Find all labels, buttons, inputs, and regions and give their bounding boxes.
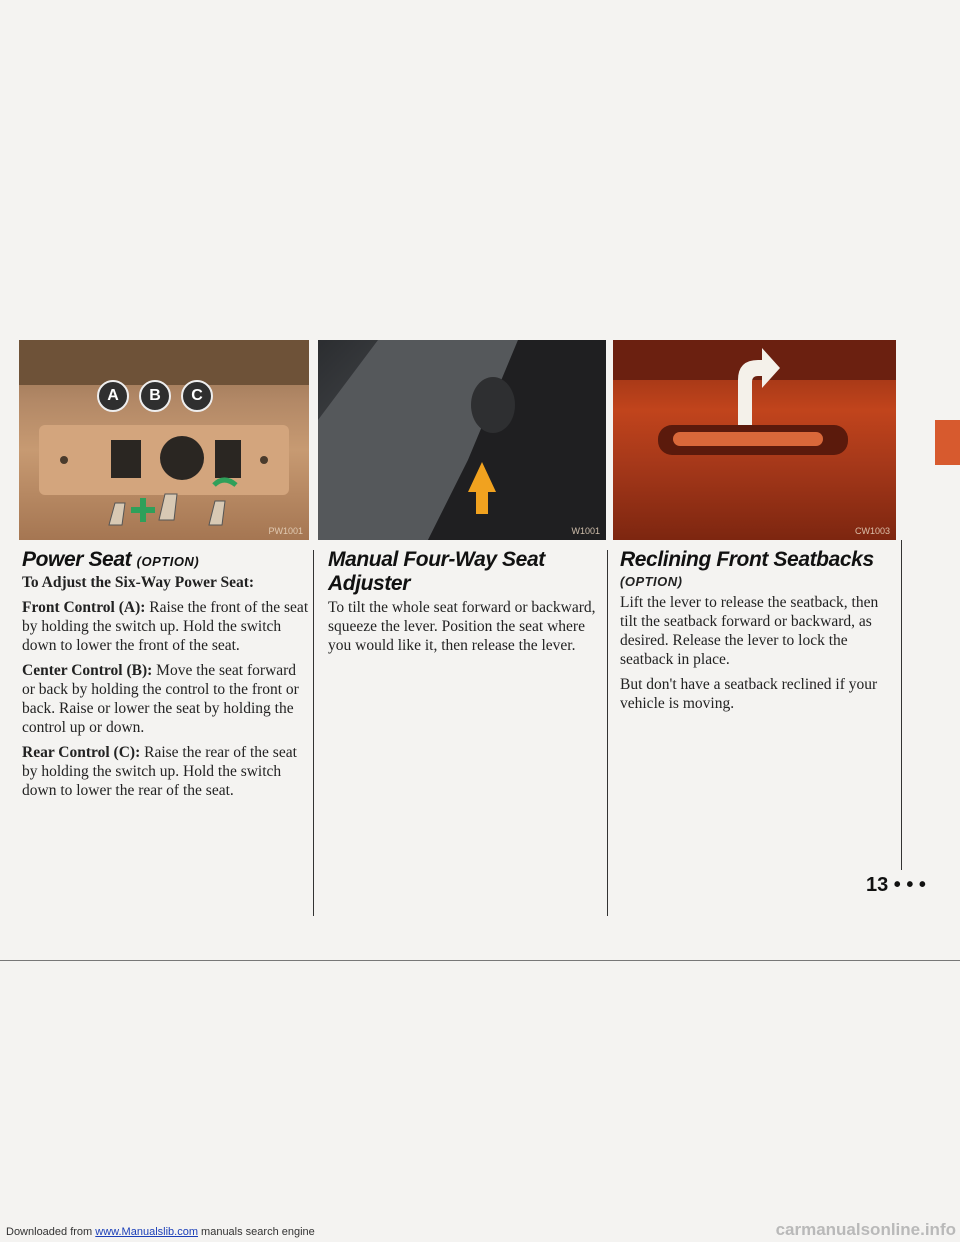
section-title	[22, 548, 312, 572]
option-tag: (OPTION)	[620, 574, 683, 589]
front-control-text: Raise the front of the seat by holding the switch up. Hold the switch down to lower the front of the seat.	[22, 599, 309, 654]
rear-control-paragraph	[22, 743, 312, 800]
recline-lever-illustration	[613, 340, 896, 540]
download-note	[6, 1226, 315, 1238]
center-control-label: Center Control (B):	[22, 662, 153, 679]
front-control-paragraph	[22, 598, 312, 655]
manual-adjuster-title: Manual Four-Way Seat Adjuster	[328, 548, 545, 595]
watermark: carmanualsonline.info	[775, 1220, 956, 1239]
page-number: 13 • • •	[866, 874, 926, 896]
manual-adjuster-text: To tilt the whole seat forward or backward, squeeze the lever. Position the seat where you would like it, then release the lever.	[328, 599, 596, 654]
power-seat-title: Power Seat	[22, 548, 132, 571]
power-seat-illustration	[19, 340, 309, 540]
center-control-paragraph	[22, 661, 312, 737]
column-divider	[607, 550, 608, 916]
power-seat-section	[22, 548, 312, 806]
manual-adjuster-photo	[318, 340, 606, 540]
reclining-section	[620, 548, 895, 719]
download-prefix: Downloaded from	[6, 1226, 96, 1238]
photo-code: W1001	[571, 526, 600, 536]
power-seat-subheading: To Adjust the Six-Way Power Seat:	[22, 574, 255, 591]
recline-lever-photo	[613, 340, 896, 540]
label-a-badge: A	[97, 380, 129, 412]
column-divider	[313, 550, 314, 916]
rear-control-label: Rear Control (C):	[22, 744, 141, 761]
seat-lever-illustration	[318, 340, 606, 540]
reclining-text-2: But don't have a seatback reclined if your vehicle is moving.	[620, 676, 878, 712]
download-suffix: manuals search engine	[197, 1226, 315, 1238]
label-b-badge: B	[139, 380, 171, 412]
control-labels	[97, 380, 213, 412]
column-divider	[901, 540, 902, 870]
reclining-text-1: Lift the lever to release the seatback, then tilt the seatback forward or backward, as desired. Release the lever to lock the seatback in place.	[620, 594, 879, 668]
manualslib-link[interactable]: www.Manualslib.com	[95, 1226, 198, 1238]
manual-adjuster-section	[328, 548, 598, 661]
option-tag: (OPTION)	[136, 554, 200, 569]
label-c-badge: C	[181, 380, 213, 412]
front-control-label: Front Control (A):	[22, 599, 146, 616]
center-control-text: Move the seat forward or back by holding the control to the front or back. Raise or lower the seat by holding the control up or down.	[22, 662, 299, 736]
reclining-title: Reclining Front Seatbacks	[620, 548, 874, 571]
page-divider	[0, 960, 960, 961]
section-tab	[935, 420, 960, 465]
power-seat-controls-photo	[19, 340, 309, 540]
photo-code: PW1001	[268, 526, 303, 536]
rear-control-text: Raise the rear of the seat by holding the switch up. Hold the switch down to lower the rear of the seat.	[22, 744, 297, 799]
photo-code: CW1003	[854, 526, 890, 536]
